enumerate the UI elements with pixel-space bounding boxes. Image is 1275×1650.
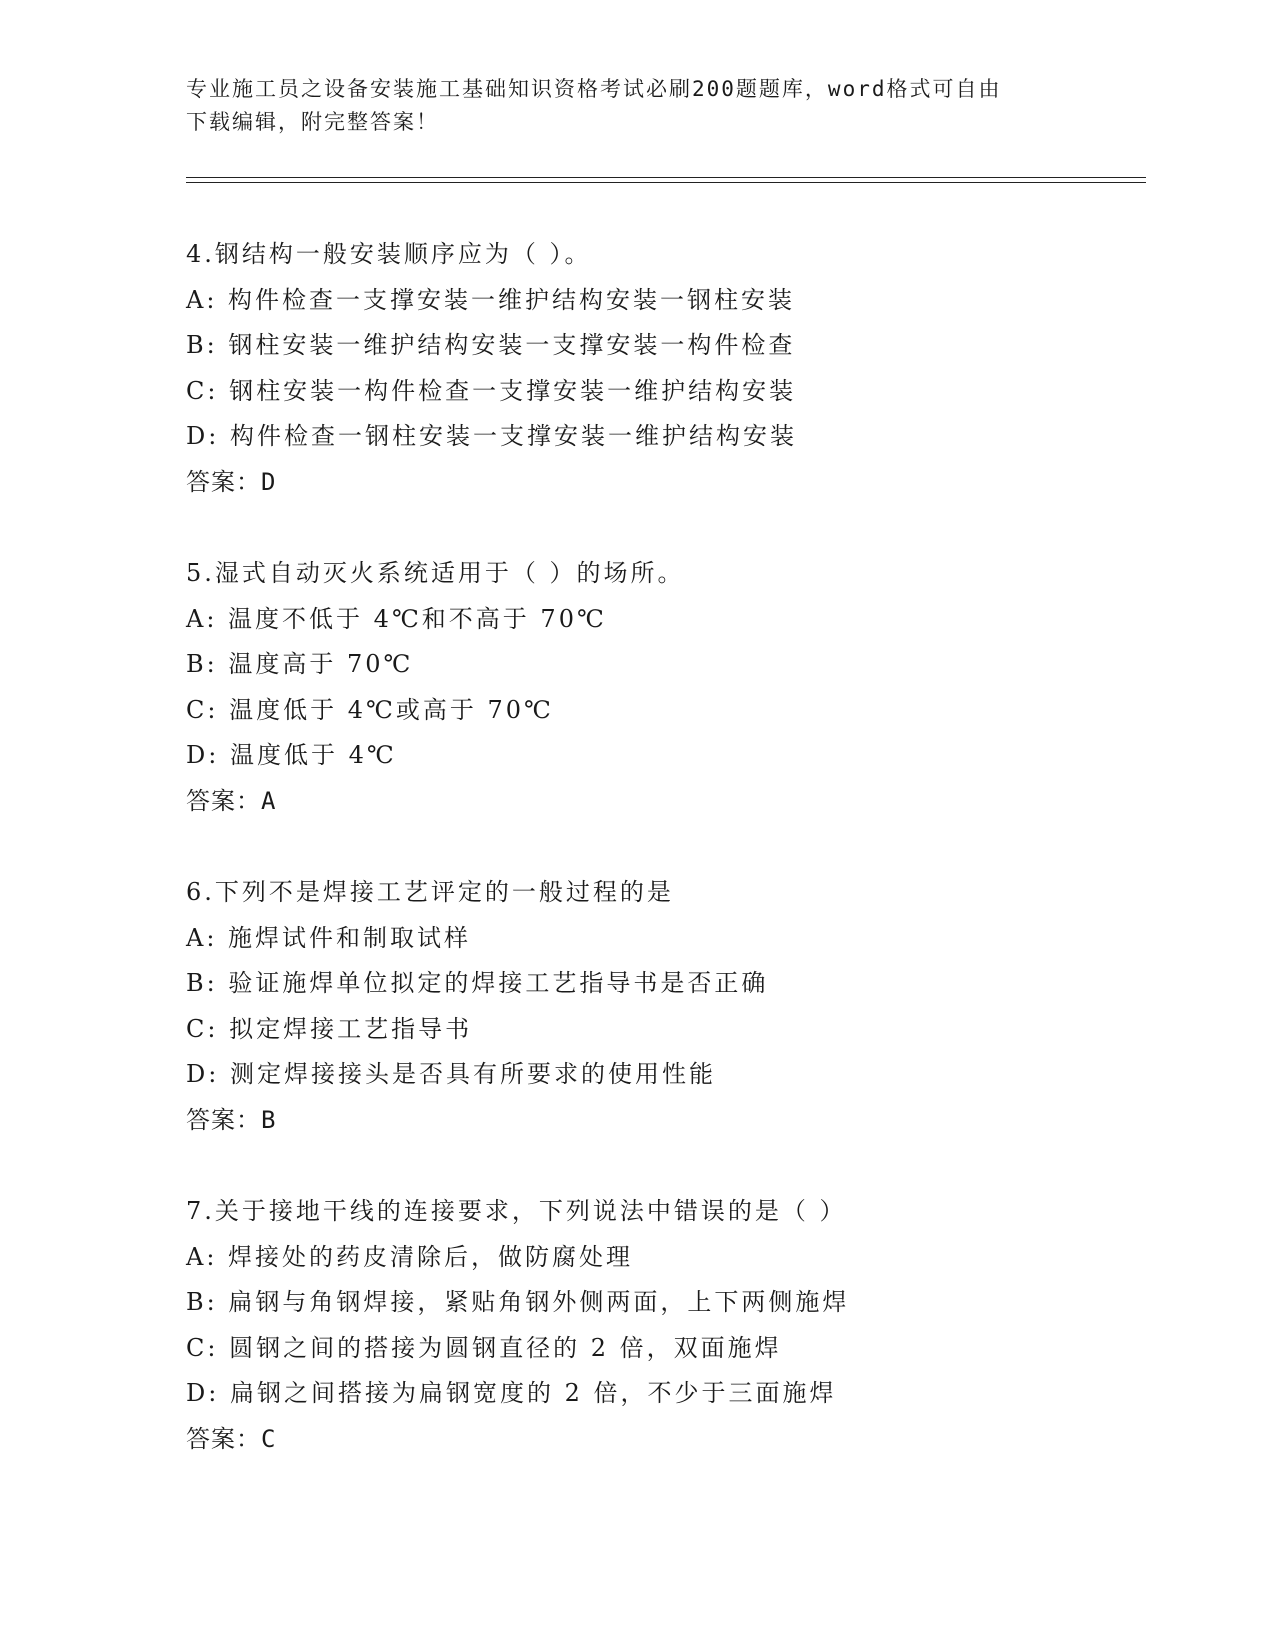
option-b: B: 扁钢与角钢焊接，紧贴角钢外侧两面，上下两侧施焊 [186, 1288, 850, 1316]
answer: 答案：A [186, 786, 277, 815]
header-divider-bottom [186, 182, 1146, 183]
question-stem: 7.关于接地干线的连接要求，下列说法中错误的是（ ） [186, 1197, 847, 1225]
option-c: C: 拟定焊接工艺指导书 [186, 1014, 473, 1043]
option-b: B: 温度高于 70℃ [186, 650, 414, 678]
question-4 [186, 232, 1166, 505]
question-stem: 4.钢结构一般安装顺序应为（ ）。 [186, 240, 592, 268]
option-d: D: 扁钢之间搭接为扁钢宽度的 2 倍，不少于三面施焊 [186, 1379, 837, 1407]
header-divider-top [186, 177, 1146, 178]
option-a: A: 施焊试件和制取试样 [186, 923, 472, 952]
option-a: A: 构件检查一支撑安装一维护结构安装一钢柱安装 [186, 285, 796, 314]
header-line-1: 专业施工员之设备安装施工基础知识资格考试必刷200题题库，word格式可自由 [186, 77, 1002, 101]
question-7 [186, 1189, 1166, 1462]
option-b: B: 验证施焊单位拟定的焊接工艺指导书是否正确 [186, 969, 769, 997]
question-stem: 5.湿式自动灭火系统适用于（ ）的场所。 [186, 559, 685, 587]
option-d: D: 构件检查一钢柱安装一支撑安装一维护结构安装 [186, 422, 797, 450]
option-d: D: 温度低于 4℃ [186, 741, 397, 769]
answer: 答案：B [186, 1105, 277, 1134]
option-a: A: 焊接处的药皮清除后，做防腐处理 [186, 1242, 634, 1271]
option-b: B: 钢柱安装一维护结构安装一支撑安装一构件检查 [186, 331, 796, 359]
option-a: A: 温度不低于 4℃和不高于 70℃ [186, 604, 607, 633]
question-6 [186, 870, 1166, 1143]
answer: 答案：D [186, 467, 277, 496]
question-5 [186, 551, 1166, 824]
header-line-2: 下载编辑，附完整答案！ [186, 110, 439, 134]
question-stem: 6.下列不是焊接工艺评定的一般过程的是 [186, 878, 674, 906]
option-d: D: 测定焊接接头是否具有所要求的使用性能 [186, 1060, 716, 1088]
option-c: C: 温度低于 4℃或高于 70℃ [186, 695, 554, 724]
document-header [186, 73, 1066, 139]
option-c: C: 钢柱安装一构件检查一支撑安装一维护结构安装 [186, 376, 797, 405]
option-c: C: 圆钢之间的搭接为圆钢直径的 2 倍，双面施焊 [186, 1333, 782, 1362]
answer: 答案：C [186, 1424, 277, 1453]
